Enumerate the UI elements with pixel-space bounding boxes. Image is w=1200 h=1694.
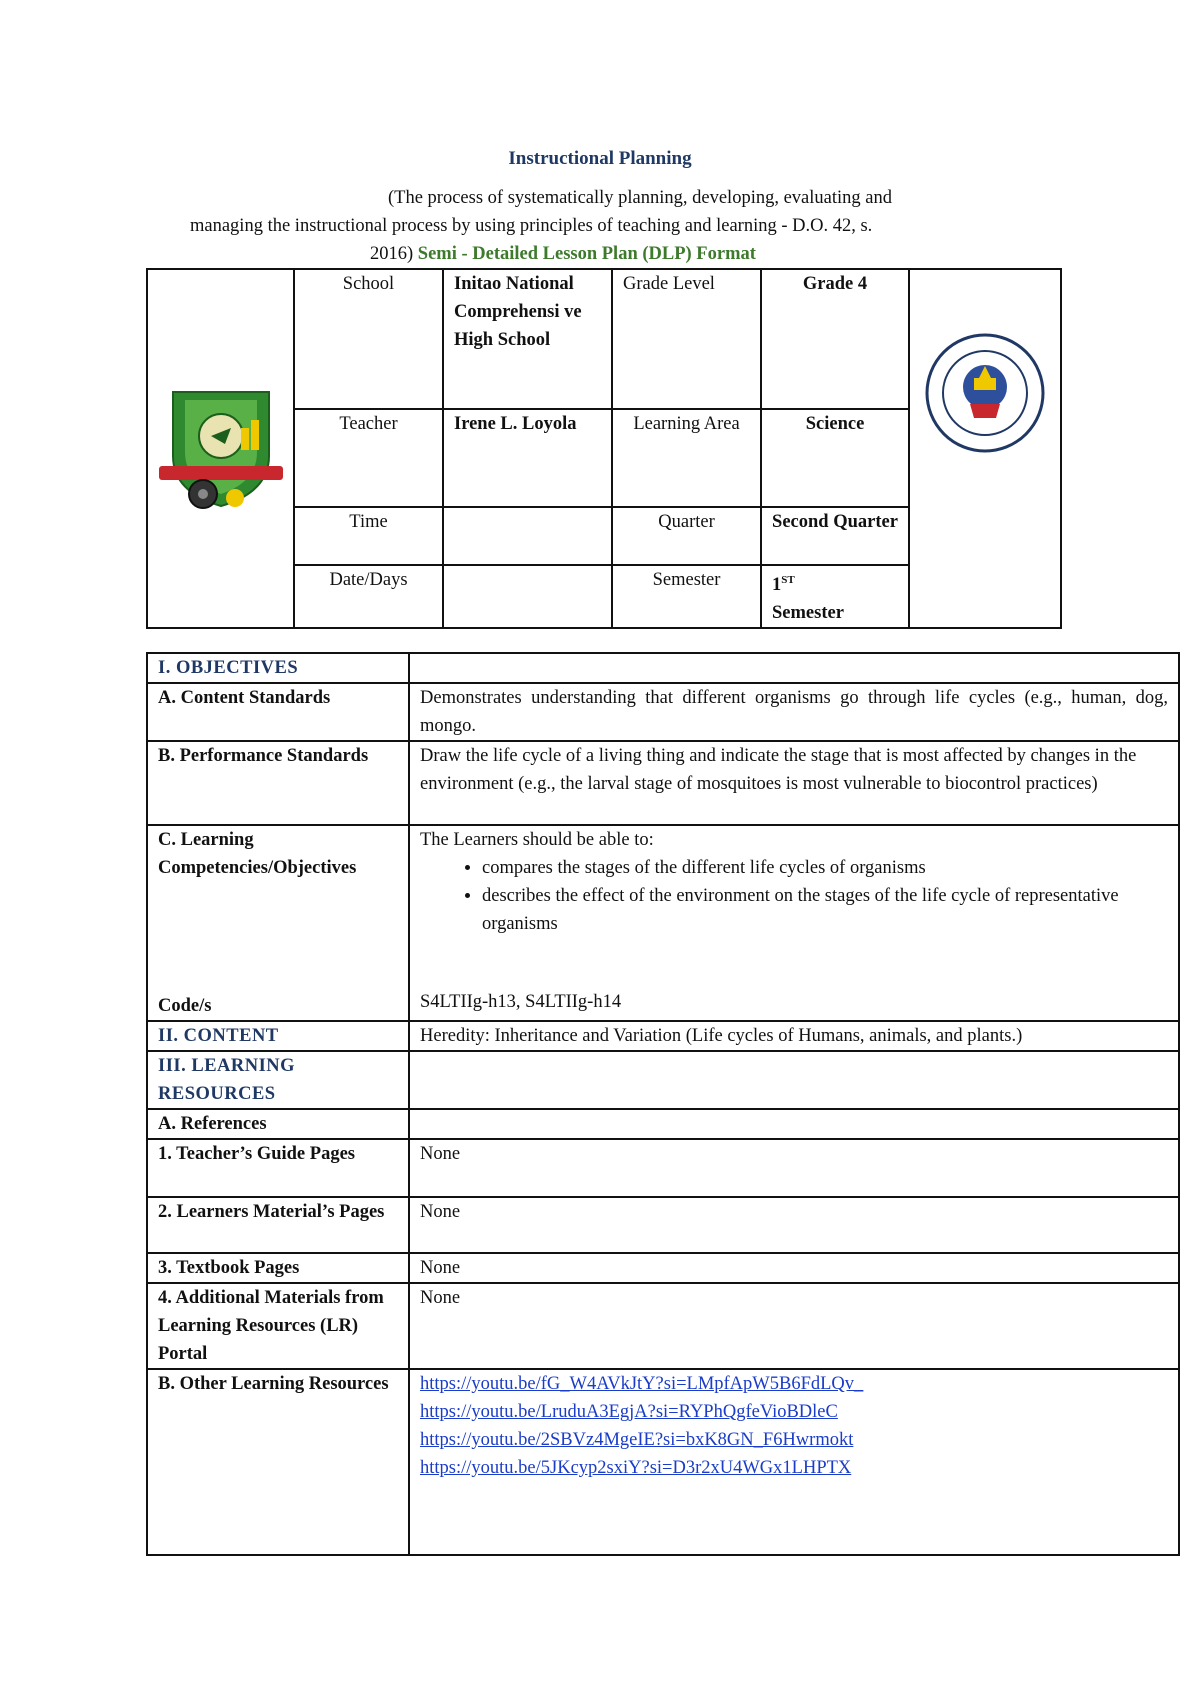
table-row: [147, 653, 1179, 683]
additional-materials-value: None: [409, 1283, 1179, 1369]
table-row: [147, 741, 1179, 825]
left-logo-cell: [147, 269, 294, 628]
lesson-plan-table: [146, 652, 1180, 1556]
content-value: Heredity: Inheritance and Variation (Life cycles of Humans, animals, and plants.): [409, 1021, 1179, 1051]
references-label: A. References: [147, 1109, 409, 1139]
textbook-value: None: [409, 1253, 1179, 1283]
table-row: [147, 683, 1179, 741]
semester-suffix: ST: [781, 574, 795, 586]
school-seal-icon: [155, 374, 287, 514]
time-label: Time: [294, 507, 443, 565]
area-label: Learning Area: [612, 409, 761, 507]
teacher-value: Irene L. Loyola: [443, 409, 612, 507]
resource-link[interactable]: https://youtu.be/2SBVz4MgeIE?si=bxK8GN_F6Hwrmokt: [420, 1430, 854, 1450]
content-standards-label: A. Content Standards: [147, 683, 409, 741]
intro-line-2: managing the instructional process by using principles of teaching and learning - D.O. 42, s.: [190, 216, 873, 236]
resources-empty-cell: [409, 1051, 1179, 1109]
content-standards-value: Demonstrates understanding that different organisms go through life cycles (e.g., human, dog, mongo.: [409, 683, 1179, 741]
table-row: [147, 1109, 1179, 1139]
resource-link[interactable]: https://youtu.be/fG_W4AVkJtY?si=LMpfApW5B6FdLQv_: [420, 1374, 864, 1394]
table-row: [147, 1253, 1179, 1283]
teachers-guide-value: None: [409, 1139, 1179, 1197]
objectives-heading: I. OBJECTIVES: [147, 653, 409, 683]
school-value: Initao National Comprehensi ve High School: [443, 269, 612, 409]
competencies-list: [420, 854, 1168, 938]
quarter-label: Quarter: [612, 507, 761, 565]
code-label: Code/s: [158, 996, 212, 1016]
objectives-empty-cell: [409, 653, 1179, 683]
learners-material-label: 2. Learners Material’s Pages: [147, 1197, 409, 1253]
competencies-value-cell: [409, 825, 1179, 1021]
table-row: [147, 1021, 1179, 1051]
semester-value: [761, 565, 909, 628]
other-resources-label: B. Other Learning Resources: [147, 1369, 409, 1555]
competencies-intro: The Learners should be able to:: [420, 830, 654, 850]
list-item: • compares the stages of the different life cycles of organisms: [482, 854, 1168, 882]
resource-link[interactable]: https://youtu.be/LruduA3EgjA?si=RYPhQgfeVioBDleC: [420, 1402, 838, 1422]
deped-seal-icon: [924, 332, 1046, 454]
header-table: [146, 268, 1062, 629]
code-value: S4LTIIg-h13, S4LTIIg-h14: [420, 992, 622, 1012]
table-row: [147, 825, 1179, 1021]
performance-standards-label: B. Performance Standards: [147, 741, 409, 825]
date-label: Date/Days: [294, 565, 443, 628]
semester-label: Semester: [612, 565, 761, 628]
time-value: [443, 507, 612, 565]
table-row: [147, 1369, 1179, 1555]
grade-label: Grade Level: [612, 269, 761, 409]
semester-word: Semester: [772, 603, 844, 624]
intro-line-3: [370, 244, 756, 265]
content-heading: II. CONTENT: [147, 1021, 409, 1051]
page-title: Instructional Planning: [508, 148, 692, 169]
teachers-guide-label: 1. Teacher’s Guide Pages: [147, 1139, 409, 1197]
format-label: Semi - Detailed Lesson Plan (DLP) Format: [417, 244, 756, 264]
competencies-label: C. Learning Competencies/Objectives: [158, 830, 357, 878]
references-empty-cell: [409, 1109, 1179, 1139]
performance-standards-value: Draw the life cycle of a living thing and indicate the stage that is most affected by changes in the environment (e.g., the larval stage of mosquitoes is most vulnerable to biocontrol practices): [409, 741, 1179, 825]
area-value: Science: [761, 409, 909, 507]
other-resources-links: [409, 1369, 1179, 1555]
grade-value: Grade 4: [761, 269, 909, 409]
quarter-value: Second Quarter: [761, 507, 909, 565]
additional-materials-label: 4. Additional Materials from Learning Resources (LR) Portal: [147, 1283, 409, 1369]
resource-link[interactable]: https://youtu.be/5JKcyp2sxiY?si=D3r2xU4WGx1LHPTX: [420, 1458, 852, 1478]
intro-line-1: (The process of systematically planning, developing, evaluating and: [388, 188, 892, 208]
competencies-cell: [147, 825, 409, 1021]
textbook-label: 3. Textbook Pages: [147, 1253, 409, 1283]
table-row: [147, 1197, 1179, 1253]
semester-number: 1: [772, 575, 782, 596]
right-logo-cell: [909, 269, 1061, 628]
table-row: [147, 1283, 1179, 1369]
learners-material-value: None: [409, 1197, 1179, 1253]
teacher-label: Teacher: [294, 409, 443, 507]
table-row: [147, 1051, 1179, 1109]
date-value: [443, 565, 612, 628]
table-row: [147, 1139, 1179, 1197]
resources-heading: III. LEARNING RESOURCES: [147, 1051, 409, 1109]
intro-year: 2016): [370, 244, 414, 264]
school-label: School: [294, 269, 443, 409]
list-item: • describes the effect of the environment on the stages of the life cycle of representative organisms: [482, 882, 1168, 938]
